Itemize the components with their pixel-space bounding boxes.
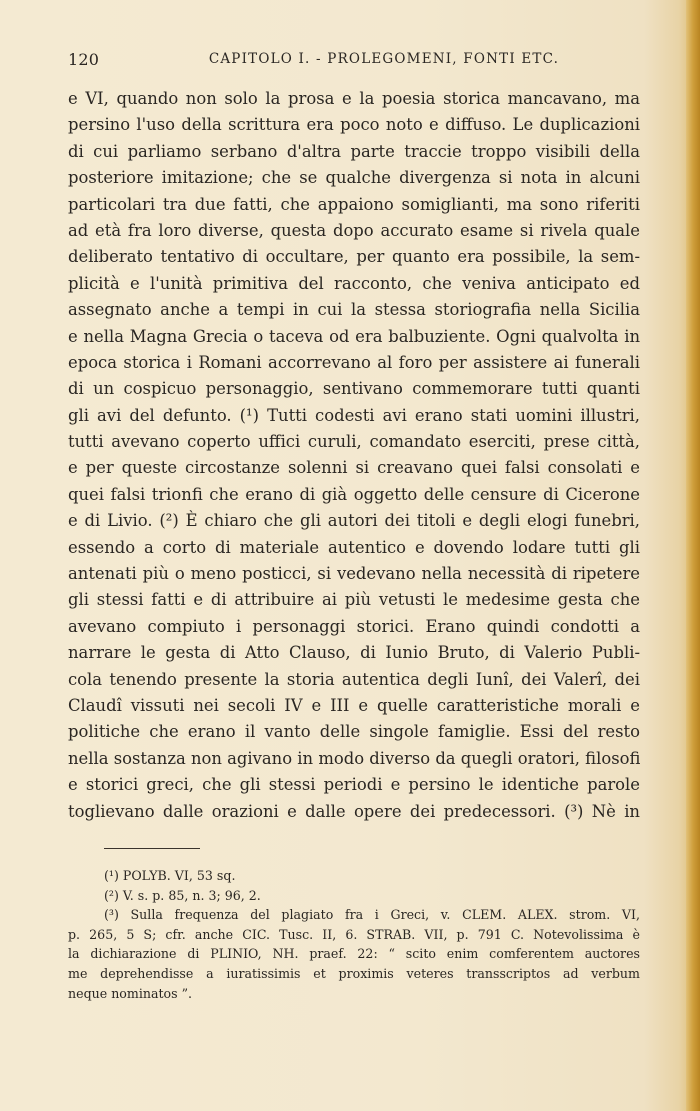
body-line: gli stessi fatti e di attribuire ai più vetusti le medesime gesta che	[68, 590, 640, 610]
body-line: essendo a corto di materiale autentico e dovendo lodare tutti gli	[68, 537, 640, 557]
footnote-2: (²) V. s. p. 85, n. 3; 96, 2.	[104, 887, 261, 903]
footnote-3-line: p. 265, 5 S; cfr. anche CIC. Tusc. II, 6. STRAB. VII, p. 791 C. Notevolissima è	[68, 926, 640, 942]
body-line: assegnato anche a tempi in cui la stessa storiografia nella Sicilia	[68, 300, 640, 320]
body-line: e per queste circostanze solenni si creavano quei falsi consolati e	[68, 458, 640, 478]
page-edge	[686, 0, 700, 1111]
page-header	[68, 50, 640, 74]
body-line: antenati più o meno posticci, si vedevano nella necessità di ripetere	[68, 564, 640, 584]
footnote-3-line: neque nominatos ”.	[68, 985, 193, 1001]
body-line: Claudî vissuti nei secoli IV e III e quelle caratteristiche morali e	[68, 695, 640, 715]
body-line: epoca storica i Romani accorrevano al foro per assistere ai funerali	[68, 352, 640, 372]
body-line: narrare le gesta di Atto Clauso, di Iunio Bruto, di Valerio Publi-	[68, 643, 640, 663]
footnote-3-line: la dichiarazione di PLINIO, NH. praef. 22: “ scito enim comferentem auctores	[68, 946, 640, 962]
body-line: ad età fra loro diverse, questa dopo accurato esame si rivela quale	[68, 220, 640, 240]
body-line: tutti avevano coperto uffici curuli, comandato eserciti, prese città,	[68, 432, 640, 452]
body-line: toglievano dalle orazioni e dalle opere dei predecessori. (³) Nè in	[68, 801, 640, 821]
footnotes	[68, 866, 640, 1003]
body-line: persino l'uso della scrittura era poco noto e diffuso. Le duplicazioni	[68, 115, 640, 135]
body-line: e di Livio. (²) È chiaro che gli autori dei titoli e degli elogi funebri,	[68, 511, 640, 531]
page-number: 120	[68, 50, 100, 69]
body-line: nella sostanza non agivano in modo diverso da quegli oratori, filosofi	[68, 748, 640, 768]
footnote-separator	[104, 848, 200, 849]
body-line: quei falsi trionfi che erano di già oggetto delle censure di Cicerone	[68, 484, 640, 504]
body-line: gli avi del defunto. (¹) Tutti codesti avi erano stati uomini illustri,	[68, 405, 640, 425]
footnote-1: (¹) POLYB. VI, 53 sq.	[104, 868, 236, 883]
body-line: plicità e l'unità primitiva del racconto, che veniva anticipato ed	[68, 273, 640, 293]
body-line: posteriore imitazione; che se qualche divergenza si nota in alcuni	[68, 168, 640, 188]
body-line: cola tenendo presente la storia autentica degli Iunî, dei Valerî, dei	[68, 669, 640, 689]
body-line: e VI, quando non solo la prosa e la poesia storica mancavano, ma	[68, 89, 640, 108]
running-head: CAPITOLO I. - PROLEGOMENI, FONTI ETC.	[208, 51, 560, 67]
body-line: e nella Magna Grecia o taceva od era balbuziente. Ogni qualvolta in	[68, 326, 640, 346]
body-line: politiche che erano il vanto delle singole famiglie. Essi del resto	[68, 722, 640, 742]
body-line: avevano compiuto i personaggi storici. Erano quindi condotti a	[68, 616, 640, 636]
body-line: particolari tra due fatti, che appaiono somiglianti, ma sono riferiti	[68, 194, 640, 214]
footnote-3: (³) Sulla frequenza del plagiato fra i Greci, v. CLEM. ALEX. strom. VI,	[104, 907, 640, 923]
body-line: di un cospicuo personaggio, sentivano commemorare tutti quanti	[68, 379, 640, 399]
body-line: deliberato tentativo di occultare, per quanto era possibile, la sem-	[68, 247, 640, 267]
footnote-3-line: me deprehendisse a iuratissimis et proximis veteres transscriptos ad verbum	[68, 965, 640, 981]
body-text	[68, 86, 640, 825]
body-line: e storici greci, che gli stessi periodi e persino le identiche parole	[68, 775, 640, 795]
body-line: di cui parliamo serbano d'altra parte traccie troppo visibili della	[68, 141, 640, 161]
